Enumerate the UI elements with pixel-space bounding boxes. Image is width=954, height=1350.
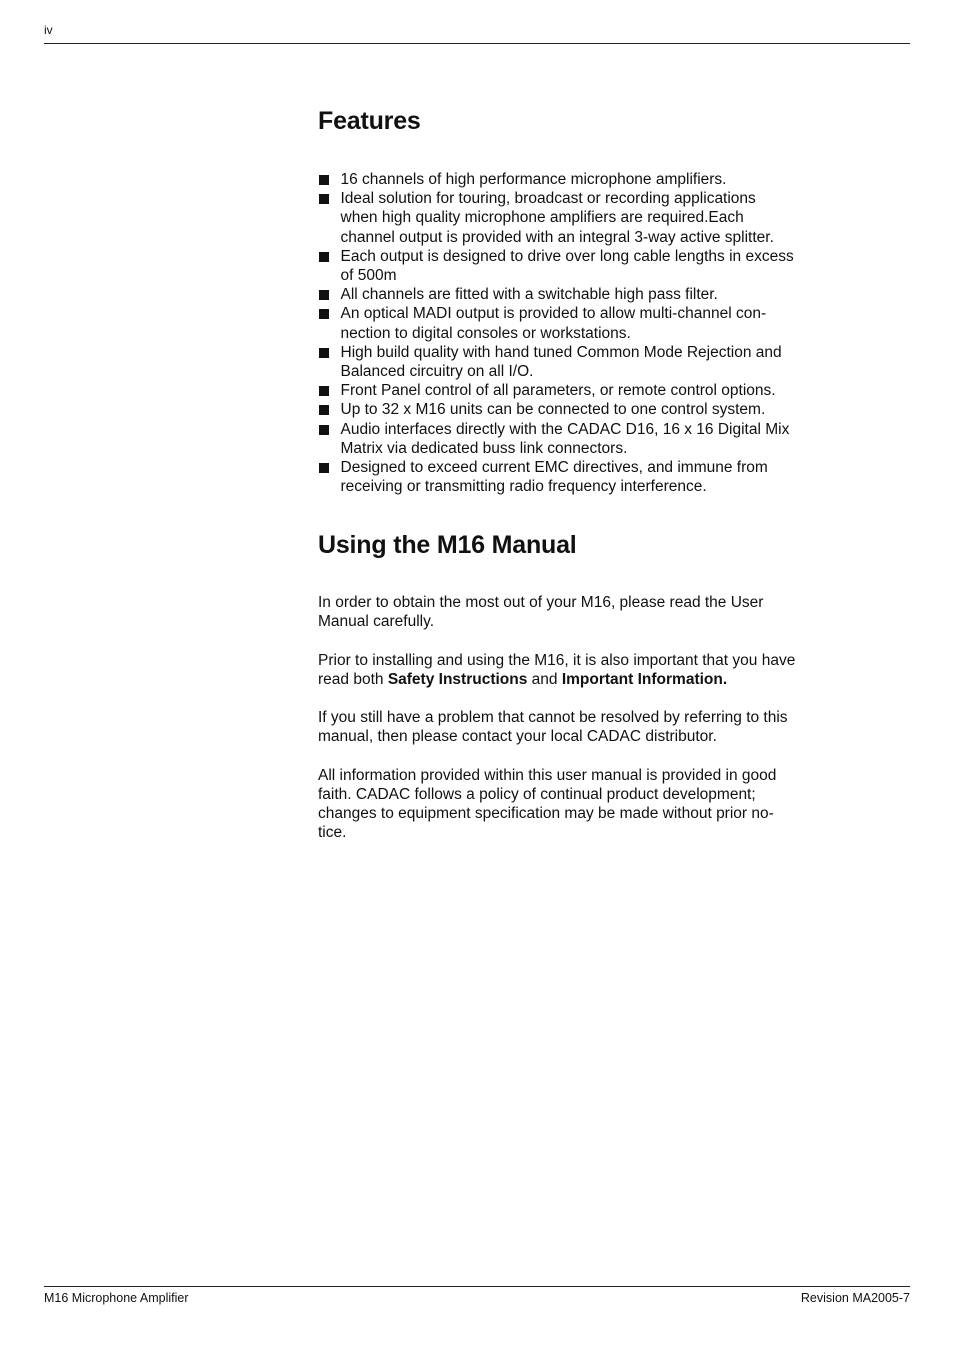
page-number: iv	[44, 23, 53, 37]
footer-revision: Revision MA2005-7	[800, 1291, 910, 1305]
disclaimer-paragraph: All information provided within this user manual is provided in good faith. CADAC follows a policy of continual product development; changes to equipment specification may be made without prior no-tice.	[318, 766, 777, 842]
square-bullet-icon	[319, 309, 329, 319]
list-item	[318, 420, 796, 458]
list-item	[318, 285, 796, 304]
list-item	[318, 247, 796, 285]
square-bullet-icon	[319, 405, 329, 415]
support-paragraph: If you still have a problem that cannot be resolved by referring to this manual, then please contact your local CADAC distributor.	[318, 709, 788, 746]
important-information-bold: Important Information.	[561, 670, 728, 688]
square-bullet-icon	[319, 194, 329, 204]
square-bullet-icon	[319, 252, 329, 262]
list-item	[318, 400, 796, 419]
list-item	[318, 189, 796, 247]
features-heading: Features	[318, 107, 421, 135]
footer-document-title: M16 Microphone Amplifier	[44, 1291, 189, 1305]
manual-body	[318, 593, 796, 862]
list-item-text: Front Panel control of all parameters, or remote control options.	[340, 382, 776, 400]
list-item-text: Audio interfaces directly with the CADAC D16, 16 x 16 Digital Mix Matrix via dedicated buss link connectors.	[340, 420, 790, 457]
square-bullet-icon	[319, 175, 329, 185]
safety-text-start: Prior to installing and using the M16, it is also important that you have read both	[318, 651, 796, 688]
square-bullet-icon	[319, 386, 329, 396]
list-item	[318, 381, 796, 400]
safety-instructions-bold: Safety Instructions	[387, 670, 528, 688]
list-item-text: An optical MADI output is provided to allow multi-channel con-nection to digital consoles or workstations.	[340, 305, 767, 342]
header-rule	[44, 43, 910, 44]
square-bullet-icon	[319, 348, 329, 358]
list-item	[318, 343, 796, 381]
intro-paragraph: In order to obtain the most out of your M16, please read the User Manual carefully.	[318, 594, 764, 631]
footer-rule	[44, 1286, 910, 1287]
list-item-text: High build quality with hand tuned Common Mode Rejection and Balanced circuitry on all I/O.	[340, 343, 782, 381]
features-list	[318, 170, 796, 496]
list-item	[318, 170, 796, 189]
list-item-text: All channels are fitted with a switchable high pass filter.	[340, 286, 718, 304]
list-item-text: Ideal solution for touring, broadcast or recording applications when high quality microphone amplifiers are required.Each channel output is provided with an integral 3-way active splitter.	[340, 190, 774, 246]
list-item-text: Each output is designed to drive over long cable lengths in excess of 500m	[340, 247, 794, 285]
list-item-text: Designed to exceed current EMC directives, and immune from receiving or transmitting radio frequency interference.	[340, 459, 768, 496]
list-item-text: Up to 32 x M16 units can be connected to one control system.	[340, 401, 766, 419]
square-bullet-icon	[319, 290, 329, 300]
safety-paragraph	[318, 651, 796, 689]
list-item-text: 16 channels of high performance microphone amplifiers.	[340, 171, 727, 188]
list-item	[318, 304, 796, 342]
safety-text-and: and	[527, 670, 562, 688]
list-item	[318, 458, 796, 496]
square-bullet-icon	[319, 425, 329, 435]
square-bullet-icon	[319, 463, 329, 473]
manual-heading: Using the M16 Manual	[318, 531, 577, 559]
